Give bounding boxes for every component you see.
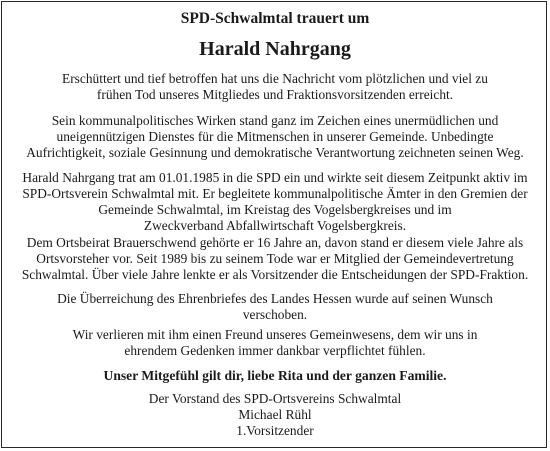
text-line: Aufrichtigkeit, soziale Gesinnung und demokratische Verantwortung zeichneten seinen Weg.	[26, 145, 524, 160]
text-line: Harald Nahrgang trat am 01.01.1985 in die SPD ein und wirkte seit diesem Zeitpunkt aktiv im	[22, 170, 528, 185]
text-line: Erschüttert und tief betroffen hat uns die Nachricht vom plötzlichen und viel zu	[62, 71, 488, 86]
text-line: SPD-Ortsverein Schwalmtal mit. Er begleitete kommunalpolitische Ämter in den Gremien der	[22, 186, 528, 201]
signature-organization: Der Vorstand des SPD-Ortsvereins Schwalmtal	[148, 391, 402, 406]
text-line: Wir verlieren mit ihm einen Freund unseres Gemeinwesens, dem wir uns in	[72, 327, 478, 342]
paragraph-wirken	[0, 113, 550, 161]
condolence-line: Unser Mitgefühl gilt dir, liebe Rita und der ganzen Familie.	[103, 368, 447, 383]
text-line: Zweckverband Abfallwirtschaft Vogelsbergkreis.	[143, 218, 407, 233]
text-line: Ortsvorsteher vor. Seit 1989 bis zu seinem Tode war er Mitglied der Gemeindevertretung	[36, 251, 514, 266]
signature-name: Michael Rühl	[238, 407, 312, 422]
text-line: Die Überreichung des Ehrenbriefes des Landes Hessen wurde auf seinen Wunsch	[57, 291, 493, 306]
notice-title: SPD-Schwalmtal trauert um	[180, 10, 370, 27]
text-line: verschoben.	[242, 307, 308, 322]
deceased-name: Harald Nahrgang	[199, 38, 351, 60]
signature-block	[0, 391, 550, 439]
text-line: uneigennützigen Dienstes für die Mitmenschen in unserer Gemeinde. Unbedingte	[56, 129, 494, 144]
signature-title: 1.Vorsitzender	[236, 423, 314, 438]
text-line: Schwalmtal. Über viele Jahre lenkte er als Vorsitzender die Entscheidungen der SPD-Fraktion.	[21, 267, 529, 282]
text-line: ehrendem Gedenken immer dankbar verpflichtet fühlen.	[124, 343, 426, 358]
text-line: Dem Ortsbeirat Brauerschwend gehörte er 16 Jahre an, davon stand er diesem viele Jahre als	[26, 235, 524, 250]
text-line: Gemeinde Schwalmtal, im Kreistag des Vogelsbergkreises und im	[98, 202, 452, 217]
paragraph-gedenken	[0, 327, 550, 359]
paragraph-ehrenbrief	[0, 291, 550, 323]
paragraph-ortsbeirat	[0, 235, 550, 283]
text-line: Sein kommunalpolitisches Wirken stand ganz im Zeichen eines unermüdlichen und	[51, 113, 499, 128]
paragraph-laufbahn	[0, 170, 550, 234]
paragraph-intro	[0, 71, 550, 103]
text-line: frühen Tod unseres Mitgliedes und Fraktionsvorsitzenden erreicht.	[96, 87, 454, 102]
